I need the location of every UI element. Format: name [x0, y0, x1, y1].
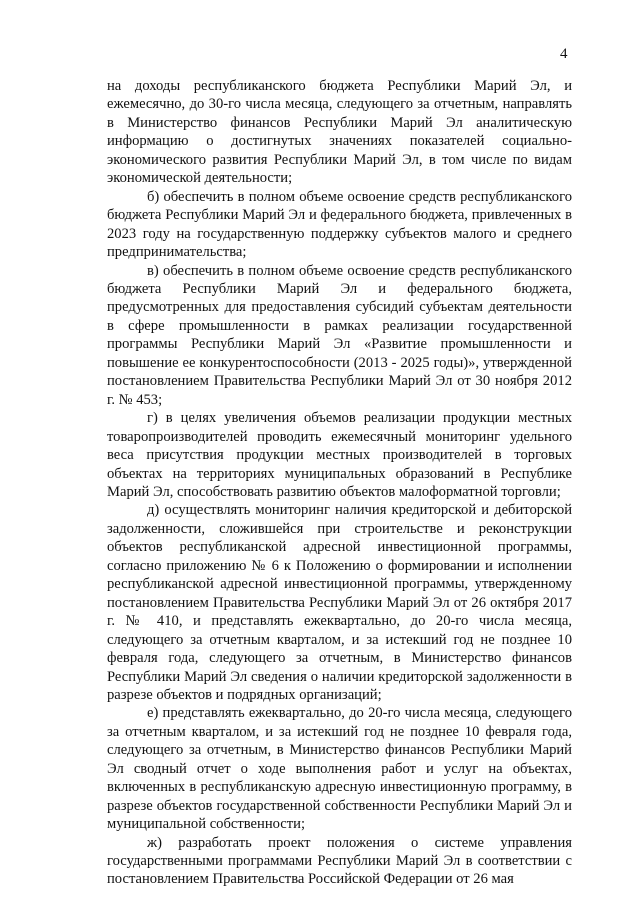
paragraph-item-g: г) в целях увеличения объемов реализации продукции местных товаропроизводителей проводить ежемесячный мониторинг удельного веса присутствия продукции местных производителей в торговых объектах на территориях муниципальных образований в Республике Марий Эл, способствовать развитию объектов малоформатной торговли;: [107, 410, 572, 500]
page-number: 4: [560, 46, 568, 62]
paragraph-item-e: е) представлять ежеквартально, до 20-го числа месяца, следующего за отчетным кварталом, и за истекший год не позднее 10 февраля года, следующего за отчетным, в Министерство финансов Республики Марий Эл сводный отчет о ходе выполнения работ и услуг на объектах, включенных в республиканскую адресную инвестиционную программу, в разрезе объектов государственной собственности Республики Марий Эл и муниципальной собственности;: [107, 705, 572, 833]
document-body: [107, 77, 572, 889]
paragraph-item-zh: ж) разработать проект положения о системе управления государственными программами Республики Марий Эл в соответствии с постановлением Правительства Российской Федерации от 26 мая: [107, 834, 572, 888]
paragraph-item-v: в) обеспечить в полном объеме освоение средств республиканского бюджета Республики Марий Эл и федерального бюджета, предусмотренных для предоставления субсидий субъектам деятельности в сфере промышленности в рамках реализации государственной программы Республики Марий Эл «Развитие промышленности и повышение ее конкурентоспособности (2013 - 2025 годы)», утвержденной постановлением Правительства Республики Марий Эл от 30 ноября 2012 г. № 453;: [107, 262, 572, 408]
paragraph-item-b: б) обеспечить в полном объеме освоение средств республиканского бюджета Республики Марий Эл и федерального бюджета, привлеченных в 2023 году на государственную поддержку субъектов малого и среднего предпринимательства;: [107, 188, 572, 261]
paragraph-continuation: на доходы республиканского бюджета Республики Марий Эл, и ежемесячно, до 30-го числа месяца, следующего за отчетным, направлять в Министерство финансов Республики Марий Эл аналитическую информацию о достигнутых значениях показателей социально-экономического развития Республики Марий Эл, в том числе по видам экономической деятельности;: [107, 78, 572, 187]
paragraph-item-d: д) осуществлять мониторинг наличия кредиторской и дебиторской задолженности, сложившейся при строительстве и реконструкции объектов республиканской адресной инвестиционной программы, согласно приложению № 6 к Положению о формировании и исполнении республиканской адресной инвестиционной программы, утвержденному постановлением Правительства Республики Марий Эл от 26 октября 2017 г. № 410, и представлять ежеквартально, до 20-го числа месяца, следующего за отчетным кварталом, и за истекший год не позднее 10 февраля года, следующего за отчетным, в Министерство финансов Республики Марий Эл сведения о наличии кредиторской задолженности в разрезе объектов и подрядных организаций;: [107, 502, 572, 703]
